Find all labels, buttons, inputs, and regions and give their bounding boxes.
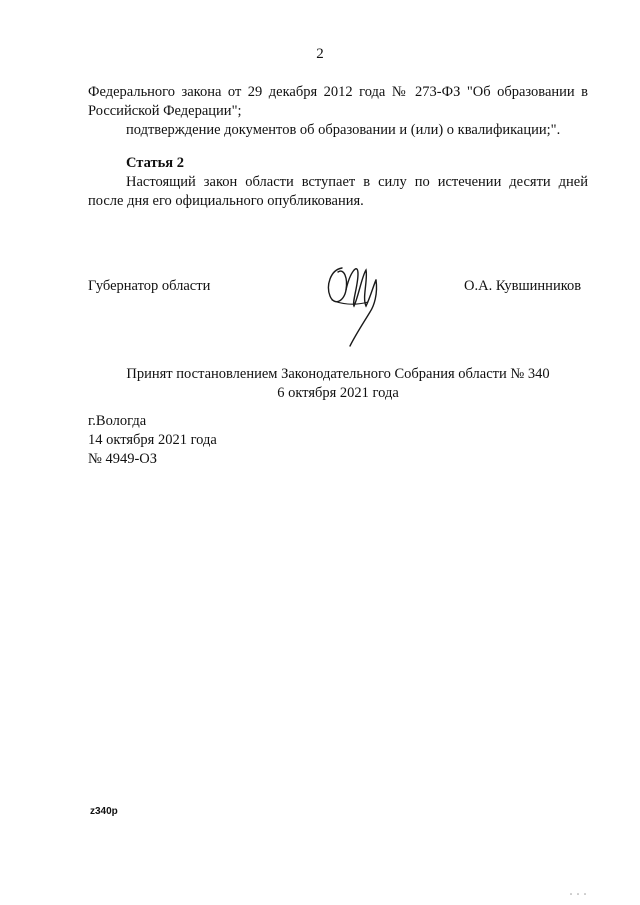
law-number: № 4949-ОЗ bbox=[88, 451, 158, 467]
city: г.Вологда bbox=[88, 413, 147, 429]
paragraph-line: подтверждение документов об образовании и (или) о квалификации;". bbox=[126, 122, 561, 138]
file-code: z340p bbox=[90, 806, 118, 817]
signer-name: О.А. Кувшинников bbox=[464, 278, 582, 294]
page-number: 2 bbox=[316, 46, 324, 62]
adoption-date: 6 октября 2021 года bbox=[277, 385, 399, 401]
handwritten-signature bbox=[318, 250, 386, 350]
signing-date: 14 октября 2021 года bbox=[88, 432, 217, 448]
adoption-line: Принят постановлением Законодательного Собрания области № 340 bbox=[126, 366, 550, 382]
article-line: после дня его официального опубликования. bbox=[88, 193, 364, 209]
scan-artifact bbox=[568, 892, 590, 896]
paragraph-line: Российской Федерации"; bbox=[88, 103, 242, 119]
article-line: Настоящий закон области вступает в силу по истечении десяти дней bbox=[126, 174, 588, 190]
paragraph-line: Федерального закона от 29 декабря 2012 года № 273-ФЗ "Об образовании в bbox=[88, 84, 588, 100]
article-heading: Статья 2 bbox=[126, 155, 184, 171]
signer-title: Губернатор области bbox=[88, 278, 211, 294]
